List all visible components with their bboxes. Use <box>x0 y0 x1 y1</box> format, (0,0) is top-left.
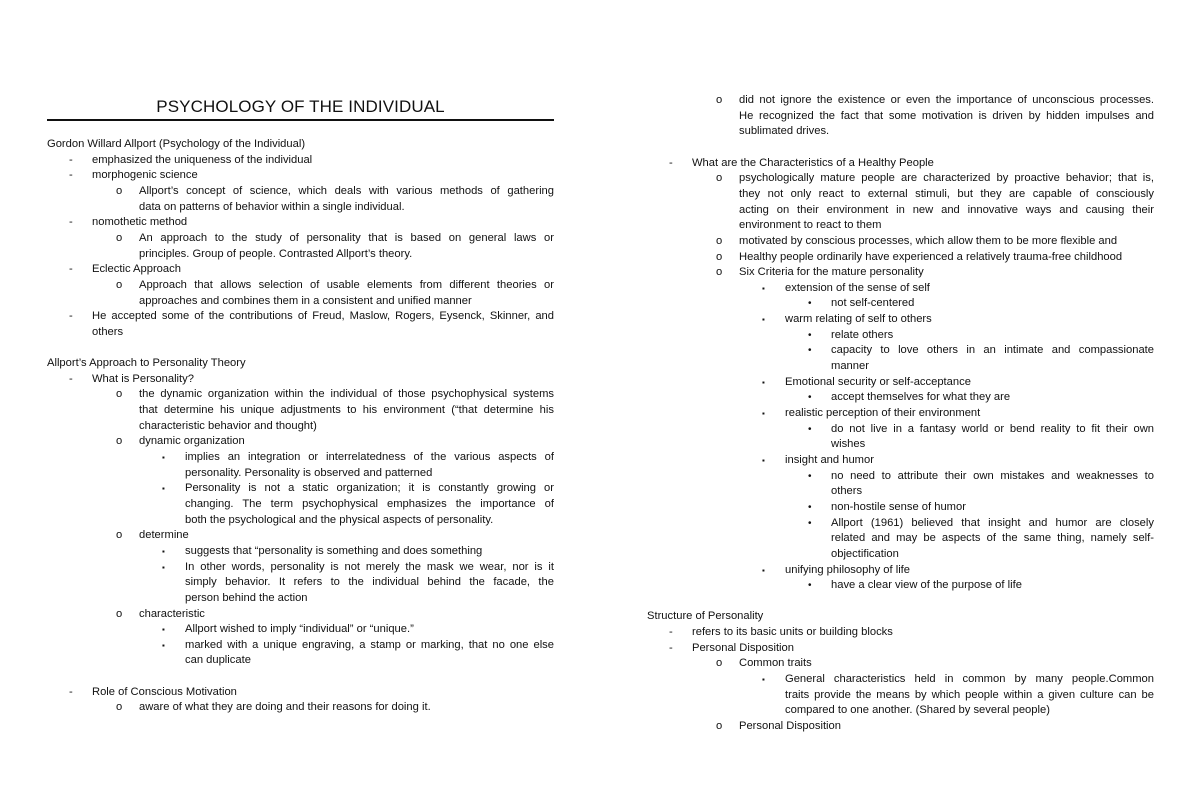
list-item-text: sublimated drives. <box>739 125 830 138</box>
dot-bullet-icon: • <box>808 580 812 592</box>
list-item-text: Eclectic Approach <box>92 263 181 276</box>
list-item-text: objectification <box>831 547 899 560</box>
list-item-text: In other words, personality is not merely the mask we wear, nor is it <box>185 560 554 573</box>
section-heading: Structure of Personality <box>647 610 764 623</box>
list-item-text: characteristic <box>139 607 205 620</box>
dash-bullet-icon: - <box>69 153 73 166</box>
list-item-text: suggests that “personality is something and does something <box>185 544 483 557</box>
list-item-text: psychologically mature people are characterized by proactive behavior; that is, <box>739 172 1154 185</box>
list-item-text: Allport wished to imply “individual” or “unique.” <box>185 623 414 636</box>
list-item-text: data on patterns of behavior within a single individual. <box>139 200 405 213</box>
list-item-text: both the psychological and the physical aspects of personality. <box>185 513 494 526</box>
square-bullet-icon: ▪ <box>762 409 765 418</box>
list-item-text: person behind the action <box>185 591 308 604</box>
list-item-text: related and may be aspects of the same thing, namely self- <box>831 532 1154 545</box>
list-item-text: Emotional security or self-acceptance <box>785 375 971 388</box>
list-item-text: refers to its basic units or building blocks <box>692 626 893 639</box>
circle-bullet-icon: o <box>716 266 723 279</box>
list-item-text: have a clear view of the purpose of life <box>831 579 1022 592</box>
circle-bullet-icon: o <box>716 250 723 263</box>
list-item-text: relate others <box>831 328 894 341</box>
dash-bullet-icon: - <box>69 685 73 698</box>
square-bullet-icon: ▪ <box>762 455 765 465</box>
square-bullet-icon: ▪ <box>162 546 165 556</box>
list-item-text: realistic perception of their environment <box>785 407 981 419</box>
square-bullet-icon: ▪ <box>762 315 765 325</box>
list-item-text: He accepted some of the contributions of Freud, Maslow, Rogers, Eysenck, Skinner, and <box>92 310 554 323</box>
list-item-text: warm relating of self to others <box>785 313 932 326</box>
dot-bullet-icon: • <box>808 345 812 357</box>
square-bullet-icon: ▪ <box>162 453 165 462</box>
dot-bullet-icon: • <box>808 517 812 529</box>
square-bullet-icon: ▪ <box>762 377 765 387</box>
list-item-text: acting on their environment in new and innovative ways and causing their <box>739 203 1154 216</box>
circle-bullet-icon: o <box>116 701 123 714</box>
list-item-text: did not ignore the existence or even the importance of unconscious processes. <box>739 94 1154 106</box>
circle-bullet-icon: o <box>716 657 723 670</box>
section-heading: Gordon Willard Allport (Psychology of the Individual) <box>47 138 306 150</box>
list-item-text: personality. Personality is observed and patterned <box>185 466 433 479</box>
list-item-text: He recognized the fact that some motivation is driven by hidden impulses and <box>739 109 1154 122</box>
dash-bullet-icon: - <box>69 216 73 229</box>
list-item-text: they not only react to external stimuli, but they are capable of consciously <box>739 187 1154 200</box>
list-item-text: dynamic organization <box>139 435 245 448</box>
list-item-text: Personality is not a static organization; it is constantly growing or <box>185 482 554 495</box>
circle-bullet-icon: o <box>716 172 723 185</box>
square-bullet-icon: ▪ <box>762 283 765 293</box>
circle-bullet-icon: o <box>716 720 723 732</box>
list-item-text: An approach to the study of personality that is based on general laws or <box>139 231 554 244</box>
square-bullet-icon: ▪ <box>162 640 165 650</box>
list-item-text: others <box>92 325 124 338</box>
list-item-text: insight and humor <box>785 453 874 466</box>
dash-bullet-icon: - <box>69 310 73 323</box>
dot-bullet-icon: • <box>808 470 812 482</box>
dash-bullet-icon: - <box>69 372 73 385</box>
dot-bullet-icon: • <box>808 392 812 404</box>
section-heading: Allport’s Approach to Personality Theory <box>47 357 246 370</box>
square-bullet-icon: ▪ <box>762 675 765 685</box>
list-item-text: motivated by conscious processes, which allow them to be more flexible and <box>739 234 1118 247</box>
square-bullet-icon: ▪ <box>162 562 165 572</box>
dot-bullet-icon: • <box>808 423 812 435</box>
circle-bullet-icon: o <box>716 234 723 247</box>
list-item-text: Personal Disposition <box>692 641 794 654</box>
dot-bullet-icon: • <box>808 329 812 341</box>
dash-bullet-icon: - <box>669 626 673 639</box>
list-item-text: emphasized the uniqueness of the individual <box>92 153 313 166</box>
circle-bullet-icon: o <box>116 184 123 197</box>
list-item-text: What are the Characteristics of a Healthy People <box>692 156 934 169</box>
list-item-text: the dynamic organization within the individual of those psychophysical systems <box>139 388 554 401</box>
list-item-text: unifying philosophy of life <box>785 563 911 576</box>
list-item-text: General characteristics held in common by many people.Common <box>785 673 1154 686</box>
list-item-text: Allport’s concept of science, which deals with various methods of gathering <box>139 184 554 197</box>
list-item-text: principles. Group of people. Contrasted Allport’s theory. <box>139 247 413 260</box>
circle-bullet-icon: o <box>116 278 123 291</box>
list-item-text: marked with a unique engraving, a stamp or marking, that no one else <box>185 638 554 651</box>
list-item-text: wishes <box>831 438 866 451</box>
dot-bullet-icon: • <box>808 298 812 310</box>
list-item-text: changing. The term psychophysical emphasizes the importance of <box>185 497 554 510</box>
list-item-text: Common traits <box>739 657 812 670</box>
list-item-text: that determine his unique adjustments to his environment (“that determine his <box>139 404 554 417</box>
list-item-text: implies an integration or interrelatedness of the various aspects of <box>185 451 554 463</box>
list-item-text: others <box>831 485 863 498</box>
dot-bullet-icon: • <box>808 501 812 513</box>
list-item-text: no need to attribute their own mistakes and weaknesses to <box>831 469 1154 482</box>
list-item-text: Six Criteria for the mature personality <box>739 266 924 279</box>
list-item-text: Allport (1961) believed that insight and humor are closely <box>831 516 1154 529</box>
page-title-block <box>47 97 554 121</box>
list-item-text: Personal Disposition <box>739 720 841 732</box>
dash-bullet-icon: - <box>69 169 73 182</box>
list-item-text: determine <box>139 529 189 542</box>
list-item-text: traits provide the means by which people within a given culture can be <box>785 688 1154 701</box>
list-item-text: approaches and combines them in a consistent and unified manner <box>139 294 472 307</box>
dash-bullet-icon: - <box>669 641 673 654</box>
list-item-text: manner <box>831 360 869 373</box>
list-item-text: not self-centered <box>831 297 915 310</box>
list-item-text: Role of Conscious Motivation <box>92 685 237 698</box>
list-item-text: nomothetic method <box>92 216 188 229</box>
list-item-text: morphogenic science <box>92 169 198 182</box>
list-item-text: Approach that allows selection of usable elements from different theories or <box>139 278 554 291</box>
list-item-text: compared to one another. (Shared by several people) <box>785 704 1050 717</box>
list-item-text: capacity to love others in an intimate and compassionate <box>831 344 1154 357</box>
list-item-text: do not live in a fantasy world or bend reality to fit their own <box>831 422 1154 435</box>
page-title: PSYCHOLOGY OF THE INDIVIDUAL <box>47 97 554 121</box>
circle-bullet-icon: o <box>116 388 123 401</box>
list-item-text: characteristic behavior and thought) <box>139 419 317 432</box>
dash-bullet-icon: - <box>669 156 673 169</box>
dash-bullet-icon: - <box>69 263 73 276</box>
list-item-text: accept themselves for what they are <box>831 391 1011 404</box>
circle-bullet-icon: o <box>116 231 123 244</box>
list-item-text: simply behavior. It refers to the individual behind the facade, the <box>185 576 554 589</box>
list-item-text: What is Personality? <box>92 372 194 385</box>
circle-bullet-icon: o <box>716 94 723 106</box>
list-item-text: non-hostile sense of humor <box>831 500 966 513</box>
square-bullet-icon: ▪ <box>162 484 165 494</box>
square-bullet-icon: ▪ <box>162 625 165 635</box>
list-item-text: can duplicate <box>185 654 251 667</box>
list-item-text: environment to react to them <box>739 219 882 232</box>
square-bullet-icon: ▪ <box>762 565 765 575</box>
list-item-text: aware of what they are doing and their reasons for doing it. <box>139 701 431 714</box>
circle-bullet-icon: o <box>116 435 123 448</box>
circle-bullet-icon: o <box>116 607 123 620</box>
list-item-text: Healthy people ordinarily have experienced a relatively trauma-free childhood <box>739 250 1123 263</box>
list-item-text: extension of the sense of self <box>785 281 930 294</box>
circle-bullet-icon: o <box>116 529 123 542</box>
